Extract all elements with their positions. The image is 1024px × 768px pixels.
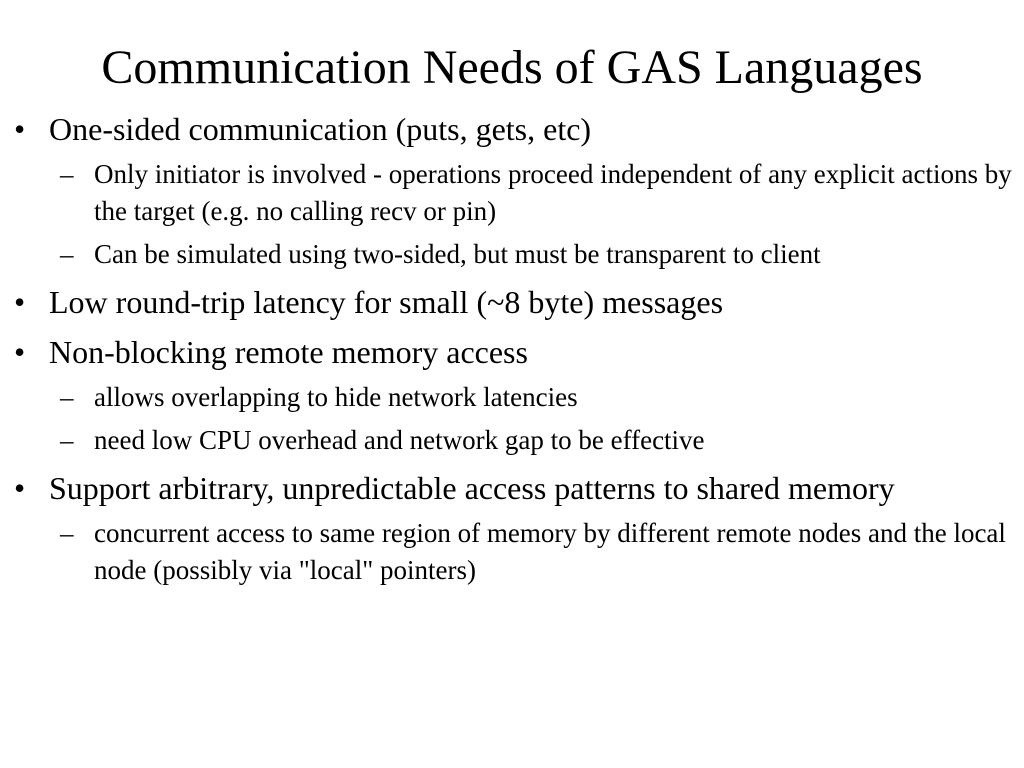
bullet-text: Low round-trip latency for small (~8 byte) messages (49, 284, 724, 320)
dash-icon: – (60, 159, 74, 189)
bullet-icon: • (14, 470, 26, 506)
bullet-icon: • (14, 284, 26, 320)
sub-item (12, 515, 1017, 589)
bullet-item-access-patterns (12, 467, 1017, 509)
bullet-item-latency (12, 281, 1017, 323)
bullet-text: Non-blocking remote memory access (49, 334, 528, 370)
slide-title: Communication Needs of GAS Languages (101, 41, 923, 94)
dash-icon: – (60, 382, 74, 412)
sub-item-text: Can be simulated using two-sided, but must be transparent to client (94, 239, 821, 269)
bullet-icon: • (14, 334, 26, 370)
bullet-item-non-blocking (12, 331, 1017, 373)
sub-item (12, 236, 1017, 273)
sub-item-text: concurrent access to same region of memory by different remote nodes and the local node (possibly via "local" pointers) (94, 518, 1006, 585)
sub-item-text: need low CPU overhead and network gap to be effective (94, 425, 705, 455)
dash-icon: – (60, 425, 74, 455)
dash-icon: – (60, 239, 74, 269)
bullet-icon: • (14, 111, 26, 147)
bullet-text: Support arbitrary, unpredictable access patterns to shared memory (49, 470, 895, 506)
sub-item-text: allows overlapping to hide network latencies (94, 382, 578, 412)
sub-item-text: Only initiator is involved - operations proceed independent of any explicit actions by the target (e.g. no calling recv or pin) (94, 159, 1012, 226)
sub-item (12, 422, 1017, 459)
sub-item (12, 156, 1017, 230)
bullet-list (12, 108, 1017, 589)
dash-icon: – (60, 518, 74, 548)
bullet-item-one-sided (12, 108, 1017, 150)
bullet-text: One-sided communication (puts, gets, etc) (49, 111, 592, 147)
sub-item (12, 379, 1017, 416)
